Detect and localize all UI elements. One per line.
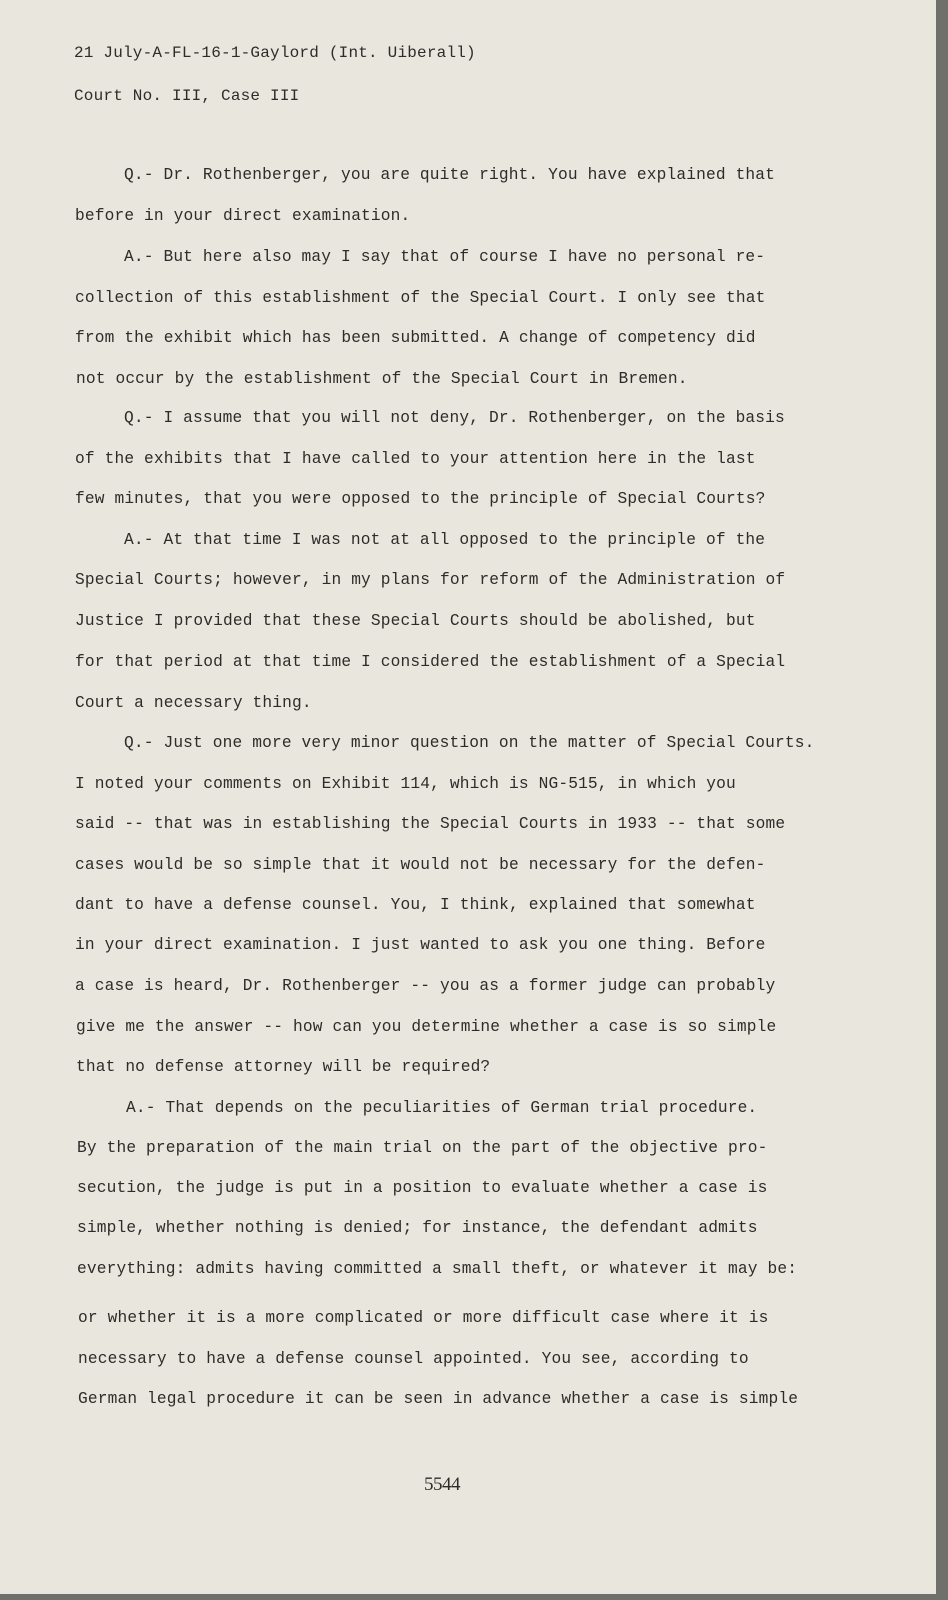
transcript-line: a case is heard, Dr. Rothenberger -- you as a former judge can probably	[75, 977, 776, 995]
transcript-line: of the exhibits that I have called to your attention here in the last	[75, 450, 756, 468]
transcript-line: everything: admits having committed a small theft, or whatever it may be:	[77, 1260, 798, 1278]
transcript-line: cases would be so simple that it would not be necessary for the defen-	[75, 856, 766, 874]
transcript-line: few minutes, that you were opposed to the principle of Special Courts?	[75, 490, 766, 508]
transcript-line: Q.- Dr. Rothenberger, you are quite right. You have explained that	[124, 166, 776, 184]
transcript-line: necessary to have a defense counsel appointed. You see, according to	[78, 1350, 749, 1368]
transcript-line: I noted your comments on Exhibit 114, which is NG-515, in which you	[75, 775, 736, 793]
transcript-line: A.- But here also may I say that of course I have no personal re-	[124, 248, 766, 266]
transcript-line: before in your direct examination.	[75, 207, 411, 225]
transcript-line: said -- that was in establishing the Special Courts in 1933 -- that some	[75, 815, 786, 833]
transcript-line: that no defense attorney will be required?	[76, 1058, 491, 1076]
transcript-line: Court a necessary thing.	[75, 694, 312, 712]
transcript-line: secution, the judge is put in a position to evaluate whether a case is	[77, 1179, 768, 1197]
transcript-line: in your direct examination. I just wanted to ask you one thing. Before	[75, 936, 766, 954]
transcript-line: A.- At that time I was not at all opposed to the principle of the	[124, 531, 766, 549]
transcript-line: Justice I provided that these Special Courts should be abolished, but	[75, 612, 756, 630]
transcript-line: or whether it is a more complicated or more difficult case where it is	[78, 1309, 769, 1327]
transcript-line: for that period at that time I considered the establishment of a Special	[75, 653, 786, 671]
transcript-line: Q.- I assume that you will not deny, Dr. Rothenberger, on the basis	[124, 409, 785, 427]
transcript-line: not occur by the establishment of the Special Court in Bremen.	[76, 370, 688, 388]
transcript-line: German legal procedure it can be seen in advance whether a case is simple	[78, 1390, 799, 1408]
transcript-line: Q.- Just one more very minor question on the matter of Special Courts.	[124, 734, 815, 752]
transcript-line: Special Courts; however, in my plans for reform of the Administration of	[75, 571, 786, 589]
page-number: 5544	[424, 1474, 460, 1495]
scan-edge-right	[936, 0, 948, 1600]
transcript-line: dant to have a defense counsel. You, I think, explained that somewhat	[75, 896, 756, 914]
transcript-line: from the exhibit which has been submitted. A change of competency did	[75, 329, 756, 347]
transcript-line: By the preparation of the main trial on the part of the objective pro-	[77, 1139, 768, 1157]
transcript-line: A.- That depends on the peculiarities of German trial procedure.	[126, 1099, 758, 1117]
transcript-line: collection of this establishment of the Special Court. I only see that	[75, 289, 766, 307]
transcript-line: give me the answer -- how can you determine whether a case is so simple	[76, 1018, 777, 1036]
court-case-label: Court No. III, Case III	[74, 87, 300, 105]
transcript-line: simple, whether nothing is denied; for instance, the defendant admits	[77, 1219, 758, 1237]
document-reference: 21 July-A-FL-16-1-Gaylord (Int. Uiberall)	[74, 44, 476, 62]
scan-edge-bottom	[0, 1594, 948, 1600]
